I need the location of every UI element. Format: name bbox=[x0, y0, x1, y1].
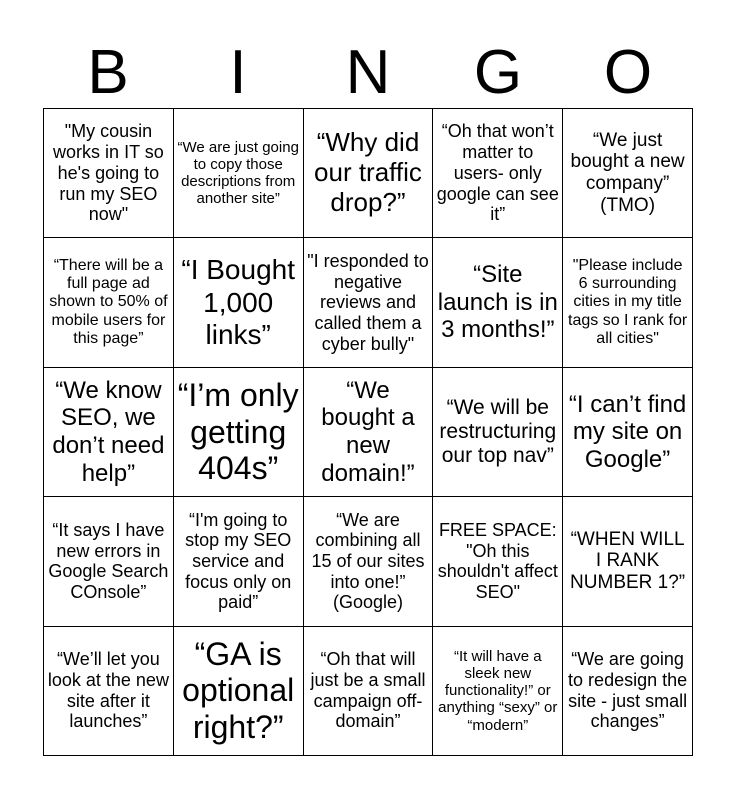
cell-text: "My cousin works in IT so he's going to run my SEO now" bbox=[53, 121, 164, 225]
cell-text: “We just bought a new company” (TMO) bbox=[570, 129, 685, 217]
bingo-cell[interactable] bbox=[433, 109, 563, 238]
bingo-cell[interactable] bbox=[563, 368, 693, 497]
bingo-cell[interactable] bbox=[174, 497, 304, 626]
cell-text: “WHEN WILL I RANK NUMBER 1?” bbox=[570, 528, 686, 594]
cell-text: “Why did our traffic drop?” bbox=[314, 127, 422, 218]
cell-text: "I responded to negative reviews and called them a cyber bully" bbox=[307, 250, 429, 354]
cell-text: “I'm going to stop my SEO service and focus only on paid” bbox=[185, 509, 292, 613]
cell-text: “It says I have new errors in Google Search COnsole” bbox=[48, 520, 169, 603]
bingo-cell[interactable] bbox=[563, 627, 693, 756]
bingo-cell[interactable] bbox=[44, 238, 174, 367]
bingo-cell[interactable] bbox=[304, 109, 434, 238]
header-letter-o: O bbox=[603, 38, 653, 107]
header-letter-n: N bbox=[345, 38, 391, 107]
bingo-cell[interactable] bbox=[563, 109, 693, 238]
bingo-cell[interactable] bbox=[304, 497, 434, 626]
cell-text: “I’m only getting 404s” bbox=[177, 376, 299, 487]
cell-text: “We are going to redesign the site - just small changes” bbox=[568, 649, 688, 732]
cell-text: "Please include 6 surrounding cities in my title tags so I rank for all cities" bbox=[568, 256, 688, 348]
cell-text: FREE SPACE: "Oh this shouldn't affect SEO" bbox=[437, 520, 558, 603]
cell-text: “Oh that won’t matter to users- only google can see it” bbox=[436, 121, 559, 225]
bingo-cell[interactable] bbox=[174, 368, 304, 497]
cell-text: “GA is optional right?” bbox=[182, 635, 295, 746]
cell-text: “We’ll let you look at the new site after it launches” bbox=[47, 649, 169, 732]
cell-text: “We know SEO, we don’t need help” bbox=[52, 376, 165, 487]
bingo-cell[interactable] bbox=[563, 497, 693, 626]
cell-text: “I can’t find my site on Google” bbox=[568, 390, 687, 473]
bingo-cell[interactable] bbox=[433, 368, 563, 497]
cell-text: “I Bought 1,000 links” bbox=[181, 254, 296, 350]
cell-text: “We are just going to copy those descriptions from another site” bbox=[177, 138, 299, 208]
bingo-cell[interactable] bbox=[44, 368, 174, 497]
header-letter-b: B bbox=[87, 38, 129, 107]
bingo-cell[interactable] bbox=[44, 109, 174, 238]
cell-text: “Oh that will just be a small campaign off-domain” bbox=[310, 649, 426, 732]
header-letter-i: I bbox=[229, 38, 247, 107]
cell-text: “We bought a new domain!” bbox=[321, 376, 415, 487]
cell-text: “There will be a full page ad shown to 50% of mobile users for this page” bbox=[49, 256, 168, 348]
bingo-cell[interactable] bbox=[174, 109, 304, 238]
bingo-cell[interactable] bbox=[44, 627, 174, 756]
bingo-cell[interactable] bbox=[563, 238, 693, 367]
bingo-board bbox=[43, 108, 693, 756]
cell-text: “We will be restructuring our top nav” bbox=[439, 395, 557, 468]
bingo-cell[interactable] bbox=[174, 238, 304, 367]
cell-text: “We are combining all 15 of our sites into one!” (Google) bbox=[311, 509, 425, 613]
cell-text: “It will have a sleek new functionality!” or anything “sexy” or “modern” bbox=[438, 647, 558, 734]
bingo-cell[interactable] bbox=[304, 627, 434, 756]
bingo-cell[interactable] bbox=[304, 368, 434, 497]
bingo-cell[interactable] bbox=[304, 238, 434, 367]
bingo-header bbox=[43, 38, 693, 108]
free-space-cell[interactable] bbox=[433, 497, 563, 626]
bingo-cell[interactable] bbox=[174, 627, 304, 756]
bingo-cell[interactable] bbox=[433, 627, 563, 756]
header-letter-g: G bbox=[473, 38, 523, 107]
bingo-cell[interactable] bbox=[44, 497, 174, 626]
bingo-cell[interactable] bbox=[433, 238, 563, 367]
cell-text: “Site launch is in 3 months!” bbox=[437, 261, 558, 344]
